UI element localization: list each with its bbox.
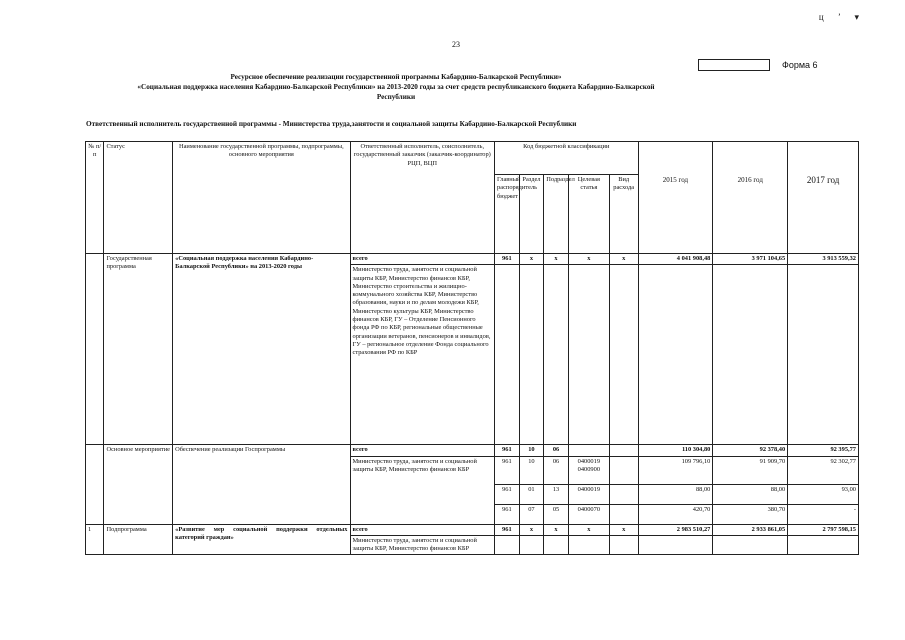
status-cell: Основное мероприятие	[104, 445, 173, 524]
name-cell: Обеспечение реализации Госпрограммы	[173, 445, 350, 524]
corner-marks: ц ’ ▾	[818, 12, 865, 22]
status-cell: Подпрограмма	[104, 524, 173, 555]
executors-cell: Министерство труда, занятости и социальной защиты КБР, Министерство финансов КБР	[350, 456, 495, 524]
header-grbs: Главный распорядитель бюджет	[495, 175, 520, 254]
title-line-1: Ресурсное обеспечение реализации государственной программы Кабардино-Балкарской Республики»	[230, 73, 562, 81]
form-number-box	[698, 59, 770, 71]
header-2015: 2015 год	[638, 175, 713, 254]
page-number: 23	[452, 40, 460, 49]
table-row: Министерство труда, занятости и социальной защиты КБР, Министерство финансов КБР 961 10 06 0400019 0400900 109 796,10 91 909,70 92 302,77	[86, 456, 859, 484]
header-target: Целевая статья	[568, 175, 609, 254]
title-line-2: «Социальная поддержка населения Кабардино-Балкарской Республики» на 2013-2020 годы за счет средств республиканского бюджета Кабардино-Балкарской	[137, 83, 655, 91]
header-num: № п/п	[86, 142, 104, 254]
header-name: Наименование государственной программы, подпрограммы, основного мероприятия	[173, 142, 350, 254]
table-row: Основное мероприятие Обеспечение реализации Госпрограммы всего 961 10 06 110 304,80 92 378,40 92 395,77	[86, 445, 859, 456]
header-exp-type: Вид расхода	[609, 175, 638, 254]
header-subsection: Подраздел	[544, 175, 569, 254]
form-label: Форма 6	[782, 60, 818, 70]
header-section: Раздел	[519, 175, 544, 254]
header-2016: 2016 год	[713, 175, 788, 254]
status-cell: Государственная программа	[104, 254, 173, 445]
table-row: Государственная программа «Социальная поддержка населения Кабардино-Балкарской Республики» на 2013-2020 годы всего 961 x x x x 4 041 908,48 3 971 104,65 3 913 559,32	[86, 254, 859, 265]
header-code-group: Код бюджетной классификации	[495, 142, 638, 175]
title-line-3: Республики	[376, 93, 416, 101]
name-cell: «Социальная поддержка населения Кабардино-Балкарской Республики» на 2013-2020 годы	[173, 254, 350, 445]
header-executor: Ответственный исполнитель, соисполнитель, государственный заказчик (заказчик-координатор) РЦП, ВЦП	[350, 142, 495, 254]
executors-cell: Министерство труда, занятости и социальной защиты КБР, Министерство финансов КБР	[350, 535, 495, 555]
table-row: 961 01 13 0400019 88,00 88,00 93,00	[86, 484, 859, 504]
header-2017: 2017 год	[788, 175, 859, 254]
table-row: 961 07 05 0400070 420,70 380,70 -	[86, 504, 859, 524]
header-status: Статус	[104, 142, 173, 254]
executors-cell: Министерство труда, занятости и социальной защиты КБР, Министерство финансов КБР, Министерство строительства и жилищно-коммунального хозяйства КБР, Министерство образования, науки и по делам молодежи КБР, Министерство культуры КБР, Министерство финансов КБР, ГУ – Отделение Пенсионного фонда РФ по КБР, региональные общественные организации ветеранов, пенсионеров и инвалидов, ГУ – региональное отделение Фонда социального страхования РФ по КБР	[350, 265, 495, 445]
responsible-executor-line: Ответственный исполнитель государственной программы - Министерства труда,занятости и социальной защиты Кабардино-Балкарской Республики	[86, 120, 577, 128]
table-row: 1 Подпрограмма «Развитие мер социальной поддержки отдельных категорий граждан» всего 961 x x x x 2 983 510,27 2 933 861,05 2 797 598,15	[86, 524, 859, 535]
resource-table	[85, 141, 859, 555]
name-cell: «Развитие мер социальной поддержки отдельных категорий граждан»	[173, 524, 350, 555]
